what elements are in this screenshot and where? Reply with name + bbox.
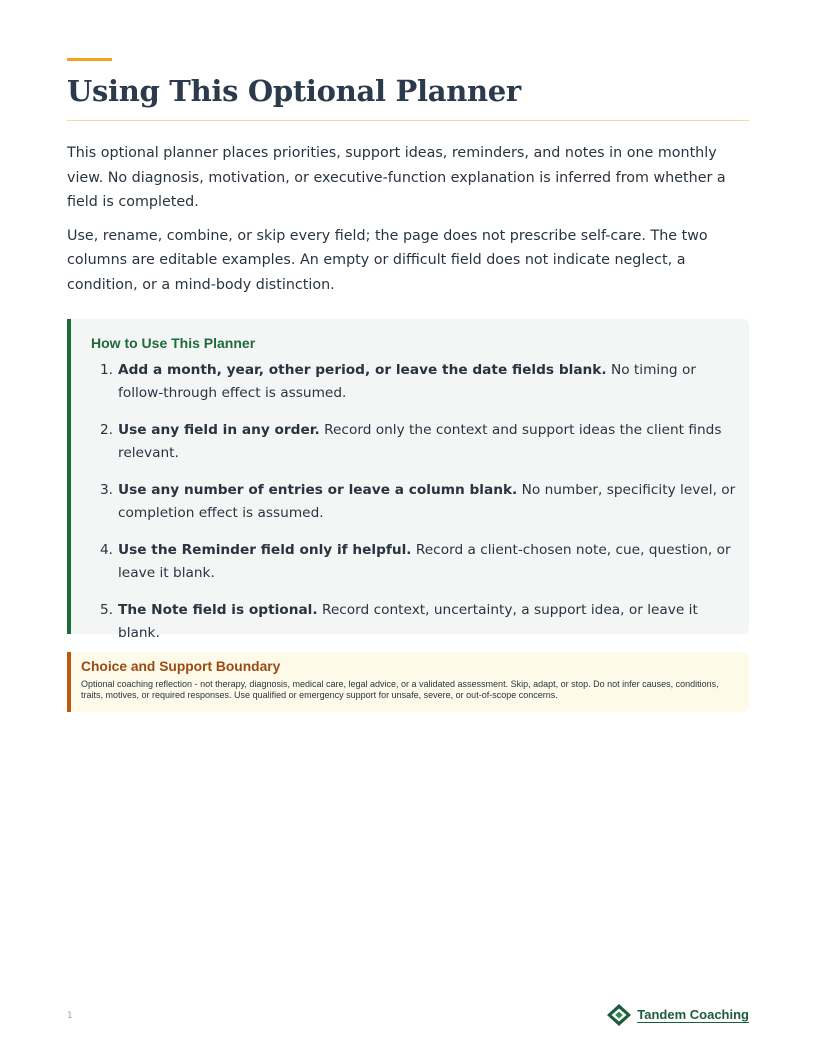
step-detail: Record only the context and support ideas the client finds relevant. [118,422,722,461]
step-lead: Use the Reminder field only if helpful. [118,542,412,558]
step-text [118,599,737,645]
step-lead: The Note field is optional. [118,602,318,618]
accent-rule [67,58,112,61]
boundary-callout [67,652,749,712]
step-text [118,539,737,585]
step-detail: No timing or follow-through effect is assumed. [118,362,696,401]
page-title: Using This Optional Planner [67,74,521,108]
step-text [118,479,737,525]
step-number: 2. [99,422,113,438]
step-item [91,479,737,525]
step-text [118,359,737,405]
how-to-title: How to Use This Planner [91,335,256,351]
step-detail: Record a client-chosen note, cue, question, or leave it blank. [118,542,731,581]
step-item [91,599,737,645]
boundary-title: Choice and Support Boundary [81,659,281,674]
intro-paragraph-2: Use, rename, combine, or skip every field; the page does not prescribe self-care. The two columns are editable examples. An empty or difficult field does not indicate neglect, a condition, or a mind-body distinction. [67,227,708,293]
step-detail: No number, specificity level, or completion effect is assumed. [118,482,736,521]
step-item [91,419,737,465]
title-divider [67,120,749,121]
intro-paragraph-1: This optional planner places priorities, support ideas, reminders, and notes in one monthly view. No diagnosis, motivation, or executive-function explanation is inferred from whether a field is completed. [67,145,726,210]
step-number: 1. [99,362,113,378]
page [67,0,749,1056]
step-lead: Use any field in any order. [118,422,320,438]
tandem-diamond-logo-icon [606,1003,632,1027]
step-detail: Record context, uncertainty, a support idea, or leave it blank. [118,602,698,641]
boundary-text: Optional coaching reflection - not therapy, diagnosis, medical care, legal advice, or a validated assessment. Skip, adapt, or stop. Do not infer causes, conditions, traits, motives, or required responses. Use qualified or emergency support for unsafe, severe, or out-of-scope concerns. [81,679,719,700]
brand-name: Tandem Coaching [637,1007,749,1022]
step-number: 3. [99,482,113,498]
step-lead: Use any number of entries or leave a column blank. [118,482,518,498]
step-text [118,419,737,465]
how-to-steps [91,359,737,645]
step-number: 5. [99,602,113,618]
step-item [91,539,737,585]
step-item [91,359,737,405]
step-number: 4. [99,542,113,558]
step-lead: Add a month, year, other period, or leave the date fields blank. [118,362,607,378]
brand-logo [606,1003,749,1027]
intro-section [67,141,749,306]
page-number: 1 [67,1011,73,1021]
how-to-callout [67,319,749,641]
